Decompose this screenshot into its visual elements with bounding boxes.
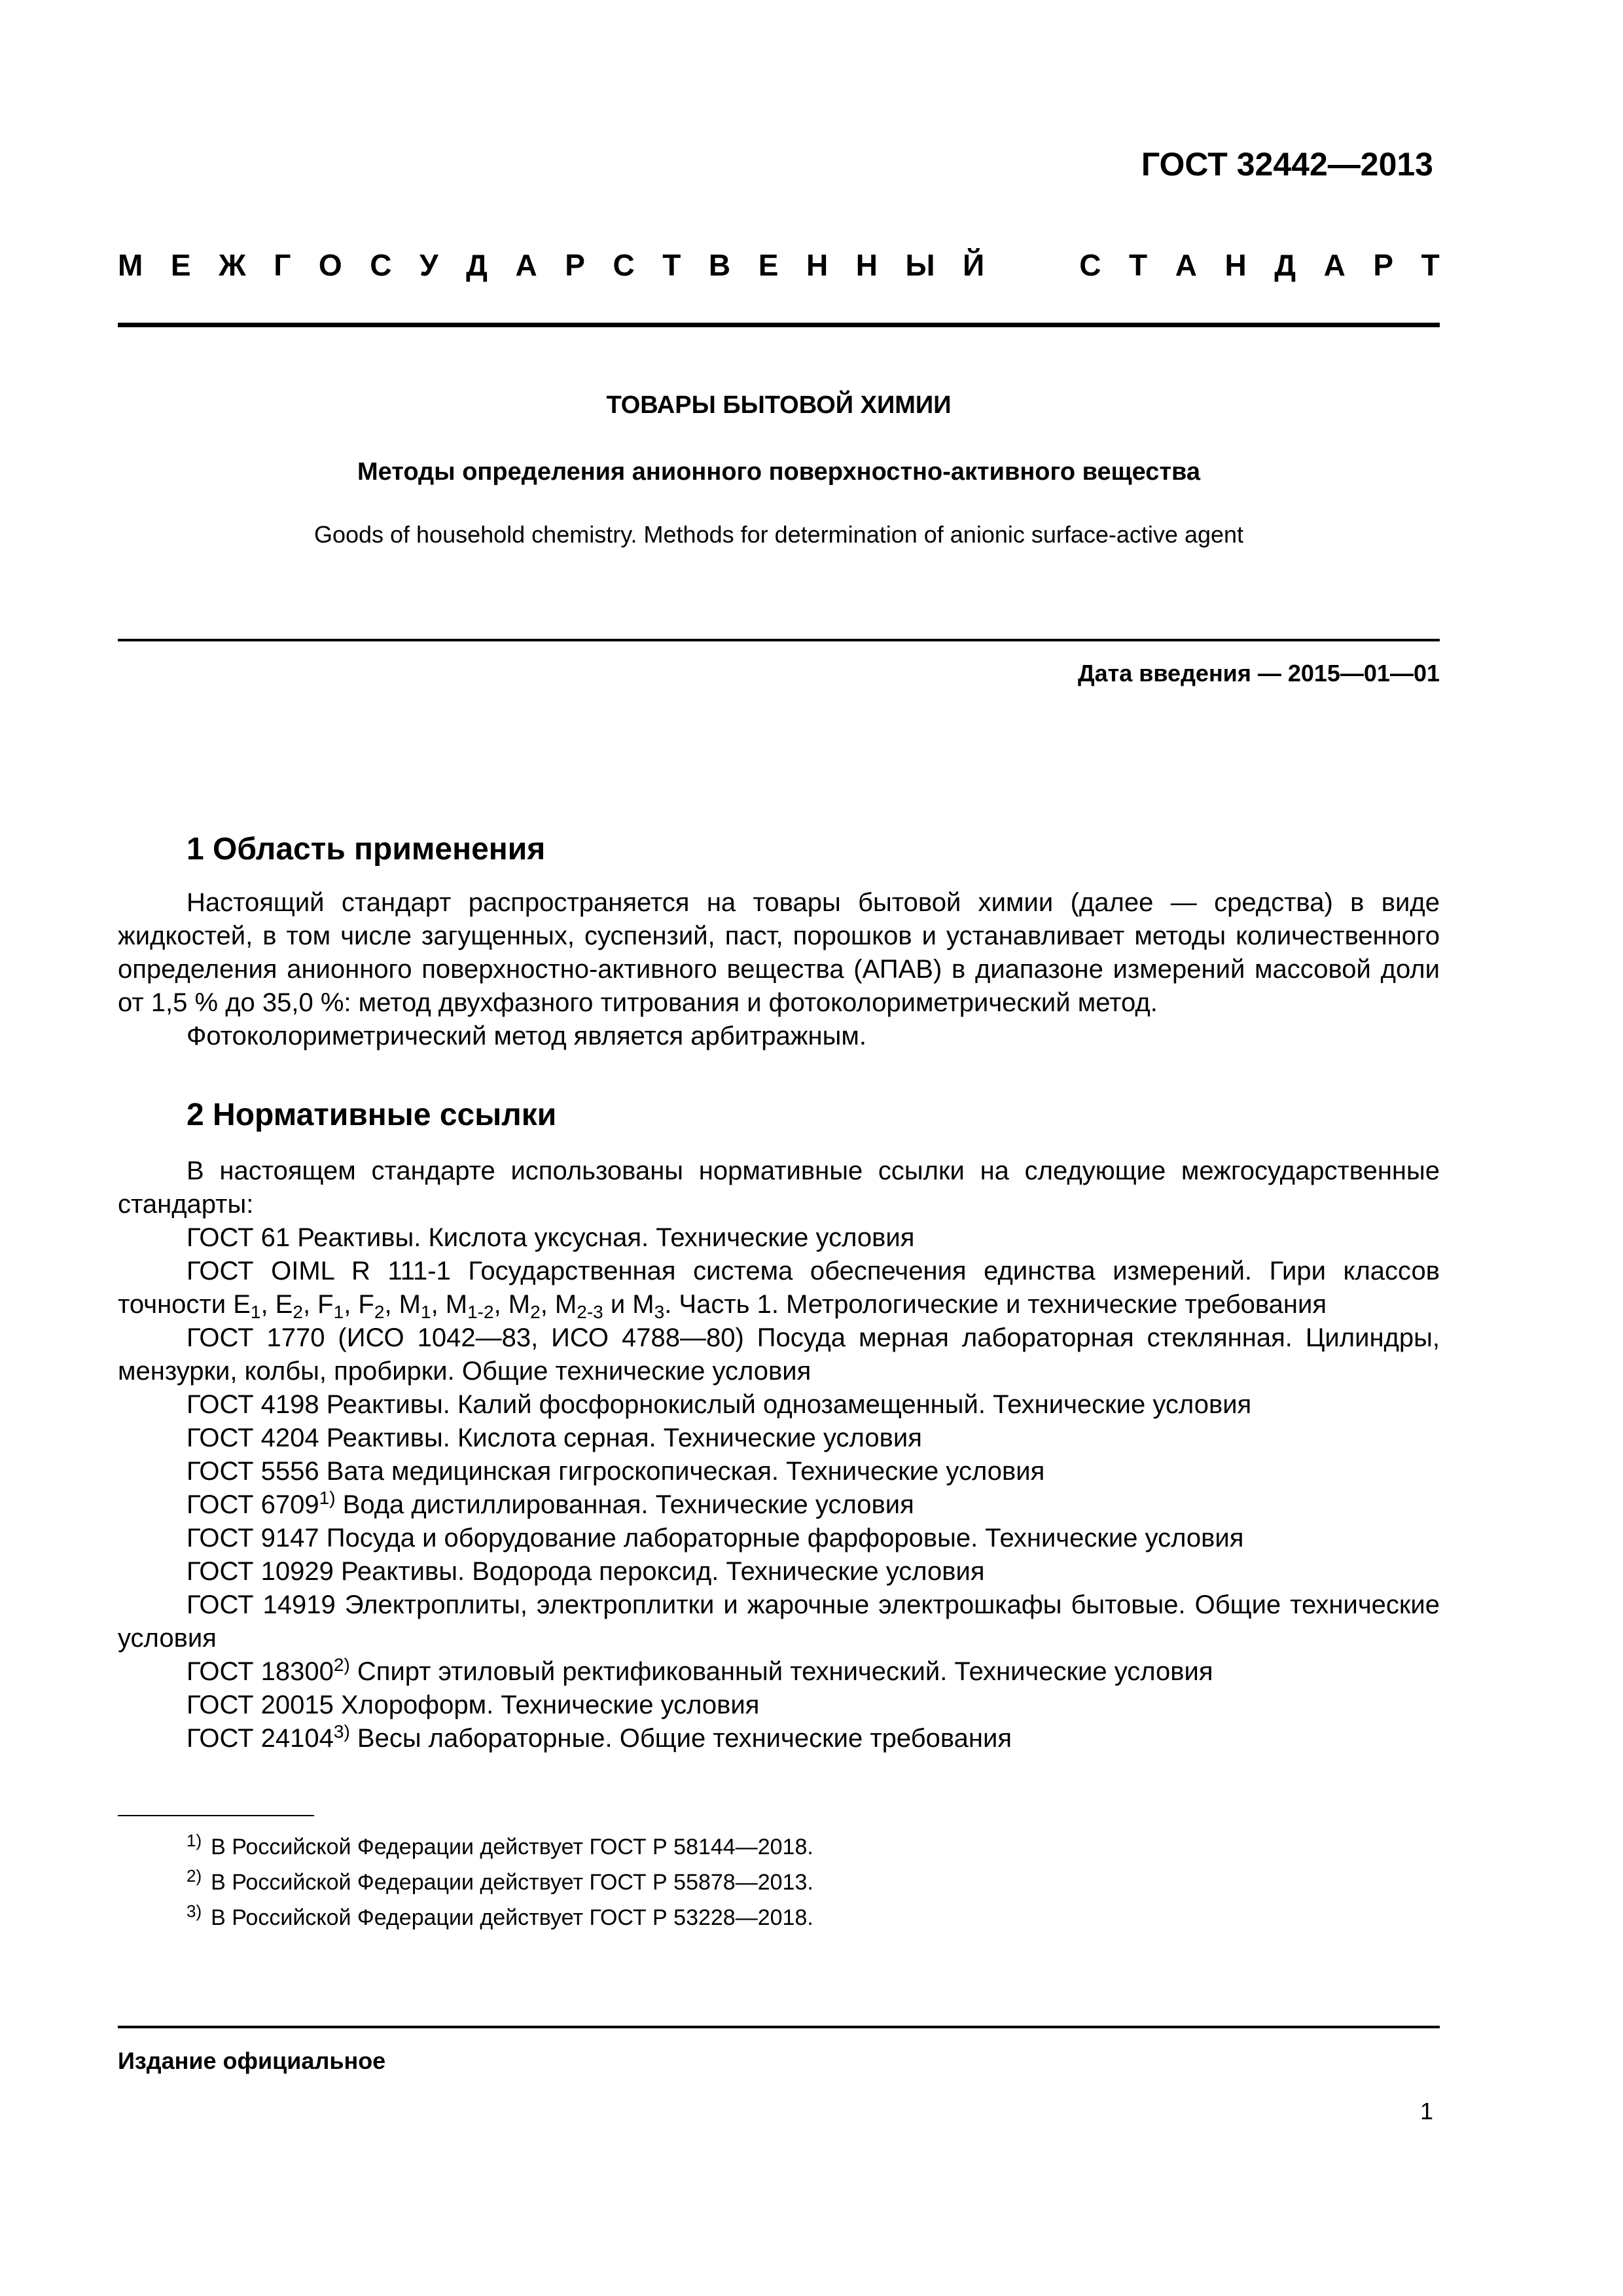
section-1-paragraph-arbitration: Фотоколориметрический метод является арбитражным.: [187, 1022, 866, 1050]
section-2-intro: В настоящем стандарте использованы нормативные ссылки на следующие межгосударственные стандарты:: [118, 1157, 1440, 1219]
footnote-3: $^{3)}$ В Российской Федерации действует ГОСТ Р 53228—2018.: [187, 1901, 813, 1930]
title-rule: [118, 639, 1440, 641]
standard-type-letter: В: [708, 248, 731, 282]
standard-type-letter: Т: [1421, 248, 1440, 282]
standard-type-letter: У: [419, 248, 438, 282]
reference-item: ГОСТ 1770 (ИСО 1042—83, ИСО 4788—80) Посуда мерная лабораторная стеклянная. Цилиндры, мензурки, колбы, пробирки. Общие технические условия: [118, 1323, 1440, 1386]
standard-type-letter: А: [515, 248, 537, 282]
standard-type-letter: А: [1175, 248, 1197, 282]
footnotes: [187, 1829, 813, 1935]
footnote-2: $^{2)}$ В Российской Федерации действует ГОСТ Р 55878—2013.: [187, 1866, 813, 1895]
reference-item: ГОСТ 4198 Реактивы. Калий фосфорнокислый однозамещенный. Технические условия: [187, 1390, 1252, 1419]
standard-type-letter: Н: [855, 248, 878, 282]
standard-type-letter: Ы: [905, 248, 935, 282]
introduction-date: Дата введения — 2015—01—01: [1077, 660, 1440, 687]
standard-type-letter: С: [370, 248, 392, 282]
reference-item-18300: ГОСТ 18300$^{2)}$ Спирт этиловый ректификованный технический. Технические условия: [187, 1655, 1213, 1686]
reference-item: ГОСТ 4204 Реактивы. Кислота серная. Технические условия: [187, 1424, 922, 1452]
standard-type-letter: Р: [1373, 248, 1394, 282]
standard-type-letter: Е: [170, 248, 191, 282]
standard-type-letter: С: [613, 248, 635, 282]
standard-type-letter: А: [1323, 248, 1346, 282]
page-number: 1: [1419, 2098, 1433, 2125]
reference-item-oiml: ГОСТ OIML R 111-1 Государственная система обеспечения единства измерений. Гири классов точности $E_1$, $E_2$, $F_1$, $F_2$, $M_1$, $M_{1-2}$, $M_2$, $M_{2-3}$ и $M_3$. Часть 1. Метрологические и технические требования: [118, 1257, 1440, 1322]
reference-item: ГОСТ 10929 Реактивы. Водорода пероксид. Технические условия: [187, 1557, 985, 1586]
section-2-heading: 2 Нормативные ссылки: [187, 1098, 557, 1132]
reference-item: ГОСТ 5556 Вата медицинская гигроскопическая. Технические условия: [187, 1457, 1045, 1486]
reference-item-6709: ГОСТ 6709$^{1)}$ Вода дистиллированная. Технические условия: [187, 1488, 914, 1519]
standard-type-label: [118, 247, 1440, 283]
standard-type-letter: Д: [1274, 248, 1296, 282]
standard-type-letter: Г: [274, 248, 291, 282]
header-rule: [118, 323, 1440, 327]
section-1-paragraph: Настоящий стандарт распространяется на товары бытовой химии (далее — средства) в виде жидкостей, в том числе загущенных, суспензий, паст, порошков и устанавливает методы количественного определения анионного поверхностно-активного вещества (АПАВ) в диапазоне измерений массовой доли от 1,5 % до 35,0 %: метод двухфазного титрования и фотоколориметрический метод.: [118, 888, 1440, 1017]
section-1-heading: 1 Область применения: [187, 832, 546, 867]
reference-item-24104: ГОСТ 24104$^{3)}$ Весы лабораторные. Общие технические требования: [187, 1721, 1012, 1753]
standard-type-letter: О: [318, 248, 342, 282]
section-1-body: [118, 886, 1440, 1053]
footnote-rule: [118, 1815, 314, 1816]
footnote-marker: 2): [333, 1655, 350, 1675]
document-title-english: Goods of household chemistry. Methods for determination of anionic surface-active agent: [313, 521, 1244, 548]
standard-type-letter: Е: [758, 248, 779, 282]
standard-type-letter: С: [1079, 248, 1101, 282]
reference-item: ГОСТ 20015 Хлороформ. Технические условия: [187, 1691, 760, 1719]
footnote-1: $^{1)}$ В Российской Федерации действует ГОСТ Р 58144—2018.: [187, 1831, 813, 1859]
reference-item: ГОСТ 9147 Посуда и оборудование лабораторные фарфоровые. Технические условия: [187, 1524, 1244, 1552]
standard-type-letter: Д: [466, 248, 488, 282]
document-subtitle: Методы определения анионного поверхностно-активного вещества: [357, 458, 1201, 486]
reference-item: ГОСТ 61 Реактивы. Кислота уксусная. Технические условия: [187, 1223, 915, 1252]
section-2-body: [118, 1155, 1440, 1755]
standard-type-letter: Т: [1129, 248, 1148, 282]
official-edition-label: Издание официальное: [118, 2047, 386, 2074]
standard-type-letter: М: [118, 248, 143, 282]
document-number: ГОСТ 32442—2013: [1141, 146, 1433, 183]
standard-type-letter: Н: [806, 248, 829, 282]
reference-item: ГОСТ 14919 Электроплиты, электроплитки и жарочные электрошкафы бытовые. Общие технические условия: [118, 1590, 1440, 1653]
document-title: ТОВАРЫ БЫТОВОЙ ХИМИИ: [606, 391, 952, 419]
footnote-marker: 1): [319, 1488, 336, 1508]
standard-type-letter: Р: [565, 248, 585, 282]
footnote-marker: 3): [333, 1721, 350, 1742]
standard-type-letter: Ж: [219, 248, 246, 282]
footer-rule: [118, 2026, 1440, 2028]
standard-type-letter: Н: [1224, 248, 1247, 282]
standard-type-letter: Й: [963, 248, 985, 282]
standard-type-letter: Т: [662, 248, 681, 282]
